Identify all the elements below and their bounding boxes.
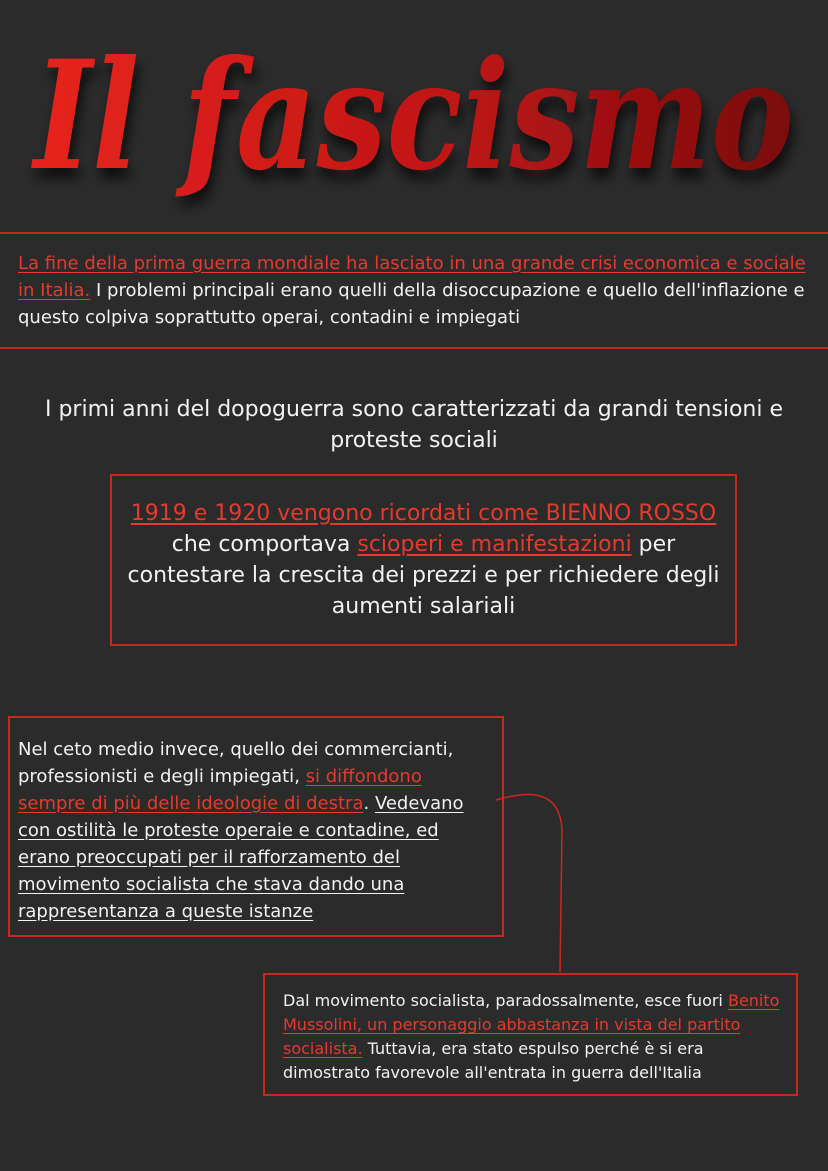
page-title	[0, 18, 828, 218]
scioperi-highlight: scioperi e manifestazioni	[357, 532, 632, 557]
mussolini-box	[263, 973, 798, 1096]
mussolini-highlight: Benito Mussolini, un personaggio abbastanza in vista del partito socialista.	[283, 991, 780, 1058]
ceto-highlight: si diffondono sempre di più delle ideologie di destra	[18, 766, 422, 814]
mussolini-text-1: Dal movimento socialista, paradossalmente, esce fuori	[283, 991, 728, 1010]
ceto-text-2: .	[363, 793, 375, 814]
bienno-text-2: per contestare la crescita dei prezzi e per richiedere degli aumenti salariali	[127, 532, 720, 619]
ceto-underlined: Vedevano con ostilità le proteste operaie e contadine, ed erano preoccupati per il rafforzamento del movimento socialista che stava dando una rappresentanza a queste istanze	[18, 793, 464, 922]
ceto-medio-box	[8, 716, 504, 937]
intro-text: I problemi principali erano quelli della disoccupazione e quello dell'inflazione e questo colpiva soprattutto operai, contadini e impiegati	[18, 280, 805, 328]
intro-paragraph	[18, 250, 813, 331]
bienno-rosso-box	[110, 474, 737, 646]
ceto-text-1: Nel ceto medio invece, quello dei commercianti, professionisti e degli impiegati,	[18, 739, 454, 787]
intro-highlight: La fine della prima guerra mondiale ha lasciato in una grande crisi economica e sociale in Italia.	[18, 253, 806, 301]
lead-text: I primi anni del dopoguerra sono caratterizzati da grandi tensioni e proteste sociali	[44, 397, 784, 453]
top-divider	[0, 232, 828, 234]
bienno-text-1: che comportava	[171, 532, 358, 557]
bienno-highlight: 1919 e 1920 vengono ricordati come BIENNO ROSSO	[130, 501, 717, 526]
title-text: Il fascismo	[30, 28, 795, 204]
mussolini-text-2: Tuttavia, era stato espulso perché è si era dimostrato favorevole all'entrata in guerra dell'Italia	[283, 1039, 704, 1082]
title-graphic	[0, 18, 828, 218]
bottom-divider	[0, 347, 828, 349]
